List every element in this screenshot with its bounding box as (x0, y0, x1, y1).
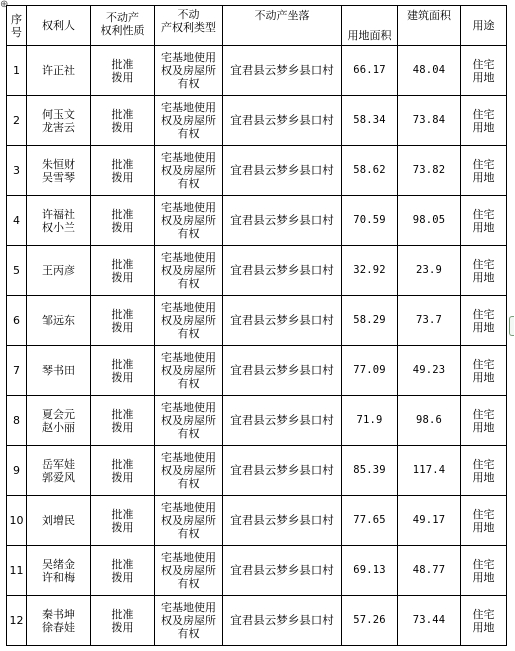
cell-right-type-line: 有权 (177, 427, 200, 440)
cell-right-type (155, 296, 223, 346)
cell-right-type (155, 546, 223, 596)
cell-owner-line: 徐春娃 (42, 620, 75, 634)
cell-right-type-line: 有权 (177, 177, 200, 190)
cell-right-type-line: 有权 (177, 127, 200, 140)
cell-land-area: 77.65 (342, 496, 398, 546)
cell-building-area: 48.04 (398, 46, 461, 96)
table-row (7, 96, 507, 146)
cell-right-type (155, 96, 223, 146)
cell-use (461, 46, 507, 96)
cell-right-nature (91, 446, 155, 496)
cell-right-nature-line: 批准 (111, 357, 134, 371)
cell-right-nature-line: 批准 (111, 607, 134, 621)
cell-building-area: 117.4 (398, 446, 461, 496)
cell-index: 8 (7, 396, 27, 446)
cell-use-line: 用地 (472, 170, 495, 184)
cell-right-type-line: 宅基地使用 (161, 501, 216, 514)
cell-location: 宜君县云梦乡县口村 (223, 246, 342, 296)
cell-right-nature-line: 批准 (111, 307, 134, 321)
cell-use-line: 住宅 (472, 207, 495, 221)
cell-right-nature (91, 96, 155, 146)
cell-right-type-line: 有权 (177, 377, 200, 390)
cell-right-type (155, 146, 223, 196)
cell-use (461, 596, 507, 646)
cell-right-nature-line: 拨用 (111, 370, 134, 384)
cell-owner (27, 596, 91, 646)
cell-right-type-line: 权及房屋所 (161, 364, 216, 377)
table-row (7, 396, 507, 446)
cell-building-area: 73.7 (398, 296, 461, 346)
cell-right-type-line: 有权 (177, 327, 200, 340)
cell-land-area: 85.39 (342, 446, 398, 496)
cell-right-nature-line: 批准 (111, 107, 134, 121)
cell-location: 宜君县云梦乡县口村 (223, 96, 342, 146)
cell-right-type-line: 宅基地使用 (161, 151, 216, 164)
cell-building-area: 48.77 (398, 546, 461, 596)
cell-right-type (155, 346, 223, 396)
table-row (7, 596, 507, 646)
cell-use-line: 住宅 (472, 107, 495, 121)
property-rights-table (6, 5, 507, 646)
cell-right-type (155, 496, 223, 546)
cell-index: 10 (7, 496, 27, 546)
cell-use (461, 196, 507, 246)
cell-land-area: 71.9 (342, 396, 398, 446)
cell-owner-line: 吴雪琴 (42, 170, 75, 184)
cell-land-area: 69.13 (342, 546, 398, 596)
cell-right-nature-line: 批准 (111, 207, 134, 221)
cell-right-nature (91, 296, 155, 346)
cell-right-type (155, 446, 223, 496)
cell-right-type-line: 宅基地使用 (161, 101, 216, 114)
cell-land-area: 58.29 (342, 296, 398, 346)
table-header-row (7, 6, 507, 46)
cell-right-type-line: 宅基地使用 (161, 401, 216, 414)
cell-building-area: 23.9 (398, 246, 461, 296)
cell-use-line: 用地 (472, 120, 495, 134)
cell-right-type-line: 权及房屋所 (161, 214, 216, 227)
cell-owner (27, 146, 91, 196)
cell-right-type-line: 权及房屋所 (161, 514, 216, 527)
cell-owner-line: 何玉文 (42, 107, 75, 121)
cell-use (461, 296, 507, 346)
scroll-handle[interactable] (509, 316, 514, 336)
cell-right-type-line: 权及房屋所 (161, 464, 216, 477)
cell-land-area: 58.62 (342, 146, 398, 196)
cell-index: 9 (7, 446, 27, 496)
cell-use-line: 住宅 (472, 157, 495, 171)
table-row (7, 246, 507, 296)
cell-land-area: 77.09 (342, 346, 398, 396)
header-building-area: 建筑面积 (398, 6, 461, 46)
cell-right-type-line: 权及房屋所 (161, 114, 216, 127)
cell-right-nature (91, 146, 155, 196)
cell-right-type-line: 宅基地使用 (161, 301, 216, 314)
cell-right-nature-line: 拨用 (111, 220, 134, 234)
cell-owner-line: 吴绪金 (42, 557, 75, 571)
cell-use (461, 96, 507, 146)
cell-use-line: 用地 (472, 270, 495, 284)
cell-use-line: 用地 (472, 520, 495, 534)
cell-use (461, 396, 507, 446)
cell-owner-line: 秦书坤 (42, 607, 75, 621)
cell-use (461, 446, 507, 496)
cell-land-area: 66.17 (342, 46, 398, 96)
cell-right-type-line: 有权 (177, 277, 200, 290)
cell-use (461, 546, 507, 596)
cell-right-type-line: 权及房屋所 (161, 264, 216, 277)
cell-index: 5 (7, 246, 27, 296)
cell-location: 宜君县云梦乡县口村 (223, 196, 342, 246)
cell-right-type (155, 196, 223, 246)
cell-owner-line: 赵小丽 (42, 420, 75, 434)
cell-right-nature (91, 546, 155, 596)
cell-building-area: 49.17 (398, 496, 461, 546)
cell-right-type-line: 有权 (177, 577, 200, 590)
cell-building-area: 49.23 (398, 346, 461, 396)
cell-owner-line: 夏会元 (42, 407, 75, 421)
cell-use-line: 住宅 (472, 57, 495, 71)
header-location: 不动产坐落 (223, 6, 342, 46)
cell-right-type-line: 有权 (177, 477, 200, 490)
cell-use-line: 住宅 (472, 357, 495, 371)
table-row (7, 446, 507, 496)
cell-index: 2 (7, 96, 27, 146)
cell-land-area: 32.92 (342, 246, 398, 296)
cell-use-line: 住宅 (472, 407, 495, 421)
cell-owner-line: 王丙彦 (42, 264, 75, 277)
cell-use-line: 住宅 (472, 507, 495, 521)
cell-right-type (155, 396, 223, 446)
cell-right-nature (91, 396, 155, 446)
cell-right-type-line: 有权 (177, 627, 200, 640)
cell-right-type-line: 宅基地使用 (161, 51, 216, 64)
header-right-type: 不动 产权利类型 (155, 6, 223, 46)
header-use: 用途 (461, 6, 507, 46)
cell-use (461, 346, 507, 396)
cell-use-line: 住宅 (472, 257, 495, 271)
cell-owner-line: 朱恒财 (42, 157, 75, 171)
cell-right-type-line: 权及房屋所 (161, 564, 216, 577)
cell-location: 宜君县云梦乡县口村 (223, 346, 342, 396)
table-row (7, 46, 507, 96)
cell-use-line: 用地 (472, 620, 495, 634)
cell-right-nature (91, 596, 155, 646)
cell-right-nature-line: 批准 (111, 457, 134, 471)
cell-use (461, 496, 507, 546)
cell-right-type (155, 596, 223, 646)
cell-right-nature-line: 拨用 (111, 270, 134, 284)
cell-location: 宜君县云梦乡县口村 (223, 46, 342, 96)
table-body (7, 46, 507, 646)
cell-right-nature (91, 46, 155, 96)
cell-owner-line: 琴书田 (42, 364, 75, 377)
cell-owner-line: 邹远东 (42, 314, 75, 327)
cell-owner-line: 权小兰 (42, 220, 75, 234)
table-move-handle-icon[interactable]: ⊕ (0, 0, 9, 10)
cell-location: 宜君县云梦乡县口村 (223, 496, 342, 546)
cell-right-type-line: 宅基地使用 (161, 601, 216, 614)
cell-right-nature-line: 批准 (111, 257, 134, 271)
cell-owner-line: 郭爱风 (42, 470, 75, 484)
cell-right-nature-line: 拨用 (111, 170, 134, 184)
cell-building-area: 98.05 (398, 196, 461, 246)
cell-index: 11 (7, 546, 27, 596)
cell-right-nature-line: 拨用 (111, 120, 134, 134)
cell-owner-line: 龙害云 (42, 120, 75, 134)
header-land-area: 用地面积 (342, 6, 398, 46)
cell-right-nature-line: 批准 (111, 557, 134, 571)
cell-use-line: 用地 (472, 470, 495, 484)
cell-right-nature-line: 拨用 (111, 70, 134, 84)
cell-index: 12 (7, 596, 27, 646)
cell-right-type-line: 宅基地使用 (161, 351, 216, 364)
cell-owner (27, 246, 91, 296)
cell-use-line: 住宅 (472, 457, 495, 471)
cell-right-nature-line: 批准 (111, 57, 134, 71)
cell-index: 4 (7, 196, 27, 246)
cell-right-nature (91, 346, 155, 396)
cell-location: 宜君县云梦乡县口村 (223, 146, 342, 196)
cell-index: 7 (7, 346, 27, 396)
cell-location: 宜君县云梦乡县口村 (223, 546, 342, 596)
cell-land-area: 70.59 (342, 196, 398, 246)
cell-building-area: 73.44 (398, 596, 461, 646)
cell-use (461, 146, 507, 196)
cell-use-line: 住宅 (472, 607, 495, 621)
cell-building-area: 98.6 (398, 396, 461, 446)
cell-right-nature (91, 496, 155, 546)
cell-right-type-line: 有权 (177, 227, 200, 240)
cell-right-nature-line: 批准 (111, 157, 134, 171)
cell-right-nature-line: 拨用 (111, 420, 134, 434)
cell-owner (27, 446, 91, 496)
cell-owner-line: 许和梅 (42, 570, 75, 584)
table-row (7, 496, 507, 546)
cell-right-type-line: 权及房屋所 (161, 164, 216, 177)
cell-owner-line: 岳军娃 (42, 457, 75, 471)
cell-right-nature-line: 拨用 (111, 520, 134, 534)
cell-location: 宜君县云梦乡县口村 (223, 396, 342, 446)
cell-index: 1 (7, 46, 27, 96)
cell-right-nature-line: 拨用 (111, 320, 134, 334)
table-row (7, 296, 507, 346)
cell-right-nature-line: 拨用 (111, 620, 134, 634)
cell-right-type-line: 权及房屋所 (161, 414, 216, 427)
cell-location: 宜君县云梦乡县口村 (223, 296, 342, 346)
cell-owner (27, 196, 91, 246)
cell-use-line: 用地 (472, 320, 495, 334)
cell-right-type-line: 宅基地使用 (161, 451, 216, 464)
cell-use-line: 住宅 (472, 557, 495, 571)
header-owner: 权利人 (27, 6, 91, 46)
cell-owner (27, 96, 91, 146)
cell-land-area: 57.26 (342, 596, 398, 646)
cell-right-nature-line: 批准 (111, 407, 134, 421)
cell-right-nature-line: 拨用 (111, 570, 134, 584)
cell-owner (27, 496, 91, 546)
cell-use-line: 用地 (472, 70, 495, 84)
cell-right-type-line: 权及房屋所 (161, 64, 216, 77)
cell-owner-line: 许正社 (42, 64, 75, 77)
cell-use-line: 用地 (472, 220, 495, 234)
cell-building-area: 73.84 (398, 96, 461, 146)
cell-owner (27, 346, 91, 396)
cell-location: 宜君县云梦乡县口村 (223, 446, 342, 496)
cell-right-type-line: 宅基地使用 (161, 251, 216, 264)
cell-use-line: 用地 (472, 570, 495, 584)
table-row (7, 346, 507, 396)
cell-right-type-line: 有权 (177, 527, 200, 540)
cell-location: 宜君县云梦乡县口村 (223, 596, 342, 646)
cell-use (461, 246, 507, 296)
table-row (7, 546, 507, 596)
cell-owner-line: 许福社 (42, 207, 75, 221)
cell-building-area: 73.82 (398, 146, 461, 196)
cell-owner (27, 396, 91, 446)
cell-right-type-line: 权及房屋所 (161, 614, 216, 627)
table-row (7, 196, 507, 246)
cell-land-area: 58.34 (342, 96, 398, 146)
cell-right-type-line: 有权 (177, 77, 200, 90)
cell-right-type (155, 246, 223, 296)
cell-right-type-line: 权及房屋所 (161, 314, 216, 327)
cell-owner (27, 546, 91, 596)
cell-index: 6 (7, 296, 27, 346)
cell-owner (27, 46, 91, 96)
cell-right-type (155, 46, 223, 96)
cell-right-nature-line: 拨用 (111, 470, 134, 484)
cell-use-line: 住宅 (472, 307, 495, 321)
cell-use-line: 用地 (472, 420, 495, 434)
header-index: 序 号 (7, 6, 27, 46)
cell-owner-line: 刘增民 (42, 514, 75, 527)
cell-right-nature (91, 196, 155, 246)
cell-right-type-line: 宅基地使用 (161, 551, 216, 564)
cell-index: 3 (7, 146, 27, 196)
header-right-nature: 不动产 权利性质 (91, 6, 155, 46)
cell-right-type-line: 宅基地使用 (161, 201, 216, 214)
cell-right-nature (91, 246, 155, 296)
cell-use-line: 用地 (472, 370, 495, 384)
cell-owner (27, 296, 91, 346)
cell-right-nature-line: 批准 (111, 507, 134, 521)
table-row (7, 146, 507, 196)
